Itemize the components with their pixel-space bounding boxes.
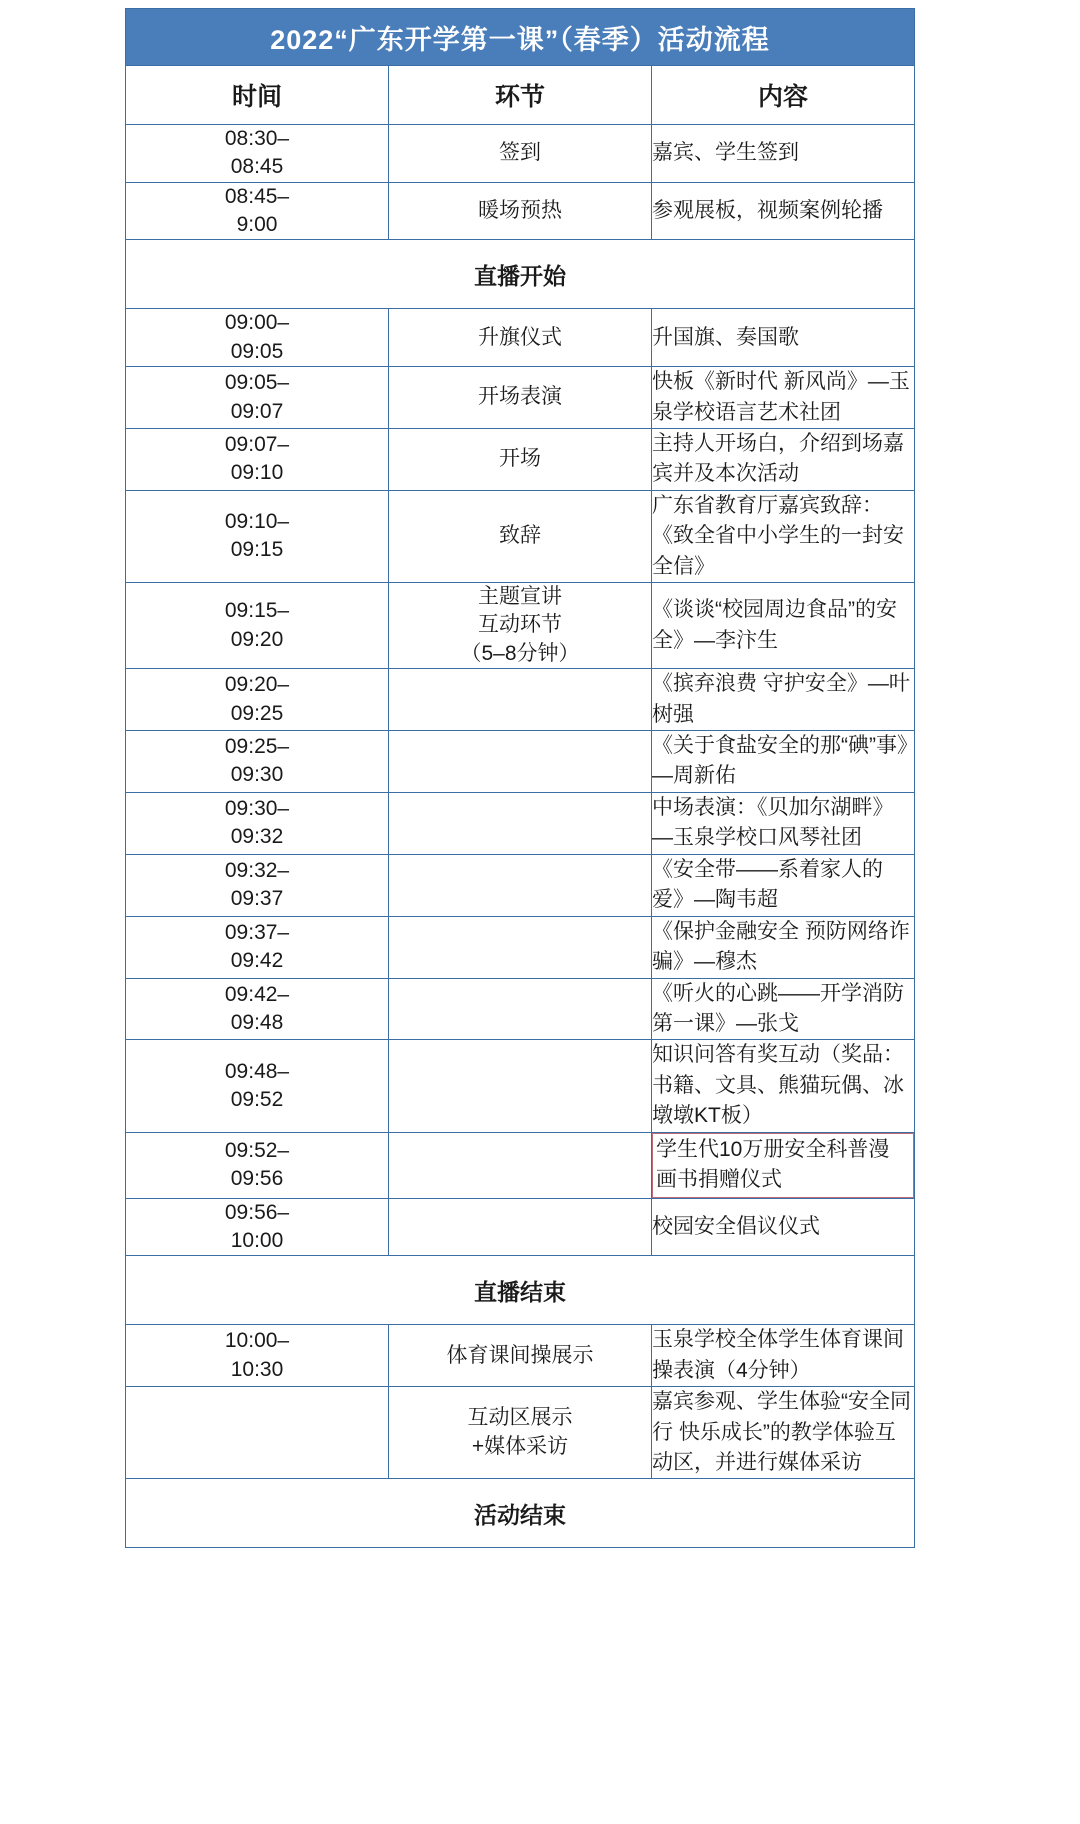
cell-content: 升国旗、奏国歌 [652,309,915,367]
table-banner-row [126,1256,915,1325]
cell-segment [389,1040,652,1132]
cell-segment: 致辞 [389,490,652,582]
table-row [126,490,915,582]
banner-label: 直播结束 [126,1256,915,1325]
table-row [126,1325,915,1387]
cell-time: 10:00– 10:30 [126,1325,389,1387]
cell-time [126,1387,389,1479]
cell-time: 09:42– 09:48 [126,978,389,1040]
cell-segment [389,1132,652,1198]
page-title: 2022“广东开学第一课”（春季）活动流程 [126,9,915,66]
cell-content: 快板《新时代 新风尚》—玉泉学校语言艺术社团 [652,367,915,429]
table-row [126,182,915,240]
cell-segment [389,792,652,854]
table-row [126,1387,915,1479]
cell-time: 09:48– 09:52 [126,1040,389,1132]
cell-time: 09:07– 09:10 [126,428,389,490]
cell-segment [389,1198,652,1256]
column-header-time: 时间 [126,66,389,125]
cell-time: 09:56– 10:00 [126,1198,389,1256]
cell-time: 09:25– 09:30 [126,731,389,793]
table-row [126,916,915,978]
cell-segment: 开场 [389,428,652,490]
table-row [126,1198,915,1256]
cell-content: 玉泉学校全体学生体育课间操表演（4分钟） [652,1325,915,1387]
table-row [126,583,915,669]
cell-time: 09:00– 09:05 [126,309,389,367]
table-row [126,1040,915,1132]
cell-segment [389,669,652,731]
cell-content: 知识问答有奖互动（奖品：书籍、文具、熊猫玩偶、冰墩墩KT板） [652,1040,915,1132]
column-header-content: 内容 [652,66,915,125]
table-row [126,1132,915,1198]
table-row [126,125,915,183]
table-row [126,792,915,854]
column-header-segment: 环节 [389,66,652,125]
cell-time: 09:05– 09:07 [126,367,389,429]
highlighted-text: 学生代10万册安全科普漫画书捐赠仪式 [652,1133,914,1198]
cell-content: 广东省教育厅嘉宾致辞：《致全省中小学生的一封安全信》 [652,490,915,582]
cell-content [652,1132,915,1198]
schedule-table [125,8,915,1548]
table-row [126,309,915,367]
table-row [126,854,915,916]
cell-content: 《听火的心跳——开学消防第一课》—张戈 [652,978,915,1040]
cell-time: 09:20– 09:25 [126,669,389,731]
cell-content: 校园安全倡议仪式 [652,1198,915,1256]
table-banner-row [126,1479,915,1548]
cell-time: 08:45– 9:00 [126,182,389,240]
table-title-row [126,9,915,66]
cell-content: 参观展板，视频案例轮播 [652,182,915,240]
cell-time: 09:32– 09:37 [126,854,389,916]
cell-content: 主持人开场白，介绍到场嘉宾并及本次活动 [652,428,915,490]
cell-segment: 升旗仪式 [389,309,652,367]
cell-segment [389,731,652,793]
cell-segment: 开场表演 [389,367,652,429]
cell-time: 09:10– 09:15 [126,490,389,582]
cell-time: 09:15– 09:20 [126,583,389,669]
table-header-row [126,66,915,125]
cell-time: 08:30– 08:45 [126,125,389,183]
cell-content: 嘉宾、学生签到 [652,125,915,183]
cell-content: 嘉宾参观、学生体验“安全同行 快乐成长”的教学体验互动区，并进行媒体采访 [652,1387,915,1479]
cell-content: 《保护金融安全 预防网络诈骗》—穆杰 [652,916,915,978]
cell-segment: 互动区展示 +媒体采访 [389,1387,652,1479]
banner-label: 直播开始 [126,240,915,309]
cell-segment: 主题宣讲 互动环节 （5–8分钟） [389,583,652,669]
cell-segment [389,978,652,1040]
table-row [126,367,915,429]
cell-time: 09:52– 09:56 [126,1132,389,1198]
cell-content: 《摈弃浪费 守护安全》—叶树强 [652,669,915,731]
cell-content: 中场表演：《贝加尔湖畔》—玉泉学校口风琴社团 [652,792,915,854]
cell-segment [389,854,652,916]
table-row [126,978,915,1040]
cell-segment [389,916,652,978]
table-row [126,731,915,793]
table-row [126,669,915,731]
cell-content: 《谈谈“校园周边食品”的安全》—李汴生 [652,583,915,669]
cell-content: 《关于食盐安全的那“碘”事》—周新佑 [652,731,915,793]
table-row [126,428,915,490]
banner-label: 活动结束 [126,1479,915,1548]
cell-time: 09:30– 09:32 [126,792,389,854]
cell-segment: 暖场预热 [389,182,652,240]
table-banner-row [126,240,915,309]
cell-content: 《安全带——系着家人的爱》—陶韦超 [652,854,915,916]
cell-segment: 体育课间操展示 [389,1325,652,1387]
cell-segment: 签到 [389,125,652,183]
cell-time: 09:37– 09:42 [126,916,389,978]
